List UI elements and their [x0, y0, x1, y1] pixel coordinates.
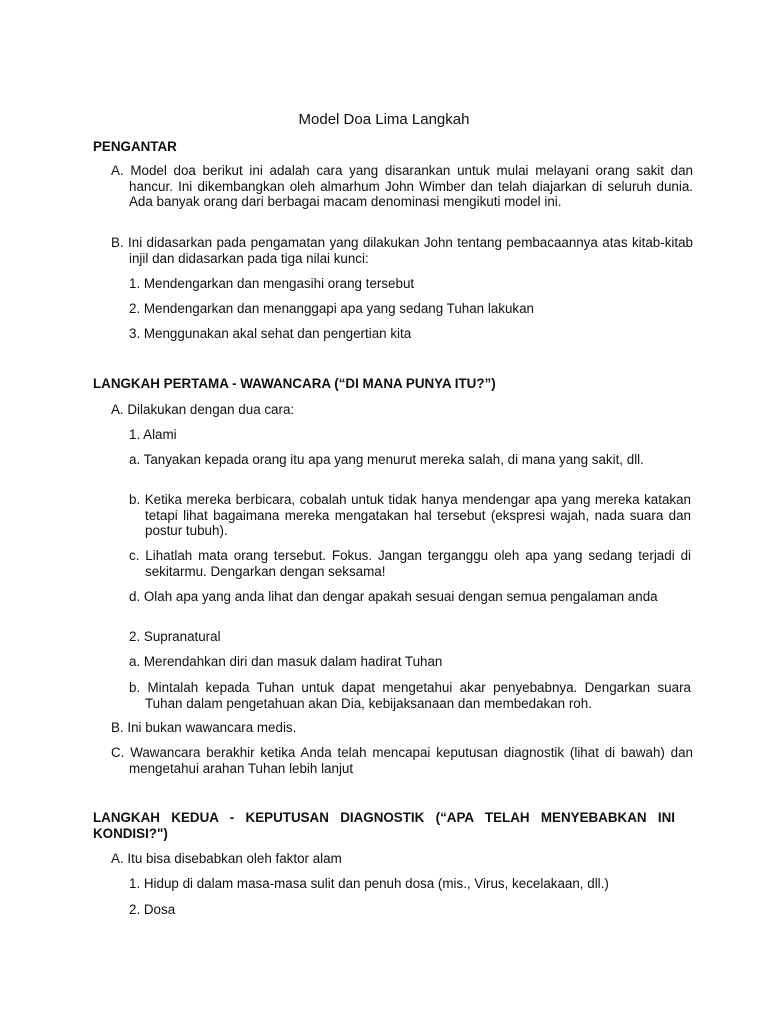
- list-item-supranatural: 2. Supranatural: [129, 629, 221, 644]
- list-item-pengantar-1: 1. Mendengarkan dan mengasihi orang tersebut: [129, 276, 415, 291]
- list-item-pengantar-3: 3. Menggunakan akal sehat dan pengertian kita: [129, 326, 412, 341]
- paragraph-langkah1-b: B. Ini bukan wawancara medis.: [111, 720, 297, 735]
- list-item-alami-b: b. Ketika mereka berbicara, cobalah untuk tidak hanya mendengar apa yang mereka katakan tetapi lihat bagaimana mereka mengatakan hal tersebut (ekspresi wajah, nada suara dan postur tubuh).: [129, 492, 691, 539]
- list-item-alami: 1. Alami: [129, 427, 177, 442]
- section-heading-pengantar: PENGANTAR: [93, 139, 177, 154]
- section-heading-langkah-kedua: LANGKAH KEDUA - KEPUTUSAN DIAGNOSTIK (“APA TELAH MENYEBABKAN INI KONDISI?"): [93, 810, 675, 841]
- paragraph-langkah1-c: C. Wawancara berakhir ketika Anda telah mencapai keputusan diagnostik (lihat di bawah) dan mengetahui arahan Tuhan lebih lanjut: [111, 745, 693, 776]
- list-item-langkah2-1: 1. Hidup di dalam masa-masa sulit dan penuh dosa (mis., Virus, kecelakaan, dll.): [129, 876, 609, 891]
- paragraph-langkah2-a: A. Itu bisa disebabkan oleh faktor alam: [111, 851, 342, 866]
- section-heading-langkah-pertama: LANGKAH PERTAMA - WAWANCARA (“DI MANA PUNYA ITU?”): [93, 376, 496, 391]
- list-item-supranatural-b: b. Mintalah kepada Tuhan untuk dapat mengetahui akar penyebabnya. Dengarkan suara Tuhan dalam pengetahuan akan Dia, kebijaksanaan dan membedakan roh.: [129, 680, 691, 711]
- paragraph-langkah1-a: A. Dilakukan dengan dua cara:: [111, 402, 295, 417]
- list-item-supranatural-a: a. Merendahkan diri dan masuk dalam hadirat Tuhan: [129, 654, 443, 669]
- list-item-pengantar-2: 2. Mendengarkan dan menanggapi apa yang sedang Tuhan lakukan: [129, 301, 535, 316]
- list-item-langkah2-2: 2. Dosa: [129, 902, 176, 917]
- page-title: Model Doa Lima Langkah: [298, 111, 470, 128]
- list-item-alami-a: a. Tanyakan kepada orang itu apa yang menurut mereka salah, di mana yang sakit, dll.: [129, 452, 644, 467]
- paragraph-pengantar-a: A. Model doa berikut ini adalah cara yang disarankan untuk mulai melayani orang sakit dan hancur. Ini dikembangkan oleh almarhum John Wimber dan telah diajarkan di seluruh dunia. Ada banyak orang dari berbagai macam denominasi mengikuti model ini.: [111, 163, 693, 210]
- list-item-alami-d: d. Olah apa yang anda lihat dan dengar apakah sesuai dengan semua pengalaman anda: [129, 589, 658, 604]
- paragraph-pengantar-b: B. Ini didasarkan pada pengamatan yang dilakukan John tentang pembacaannya atas kitab-kitab injil dan didasarkan pada tiga nilai kunci:: [111, 235, 693, 266]
- list-item-alami-c: c. Lihatlah mata orang tersebut. Fokus. Jangan terganggu oleh apa yang sedang terjadi di sekitarmu. Dengarkan dengan seksama!: [129, 548, 691, 579]
